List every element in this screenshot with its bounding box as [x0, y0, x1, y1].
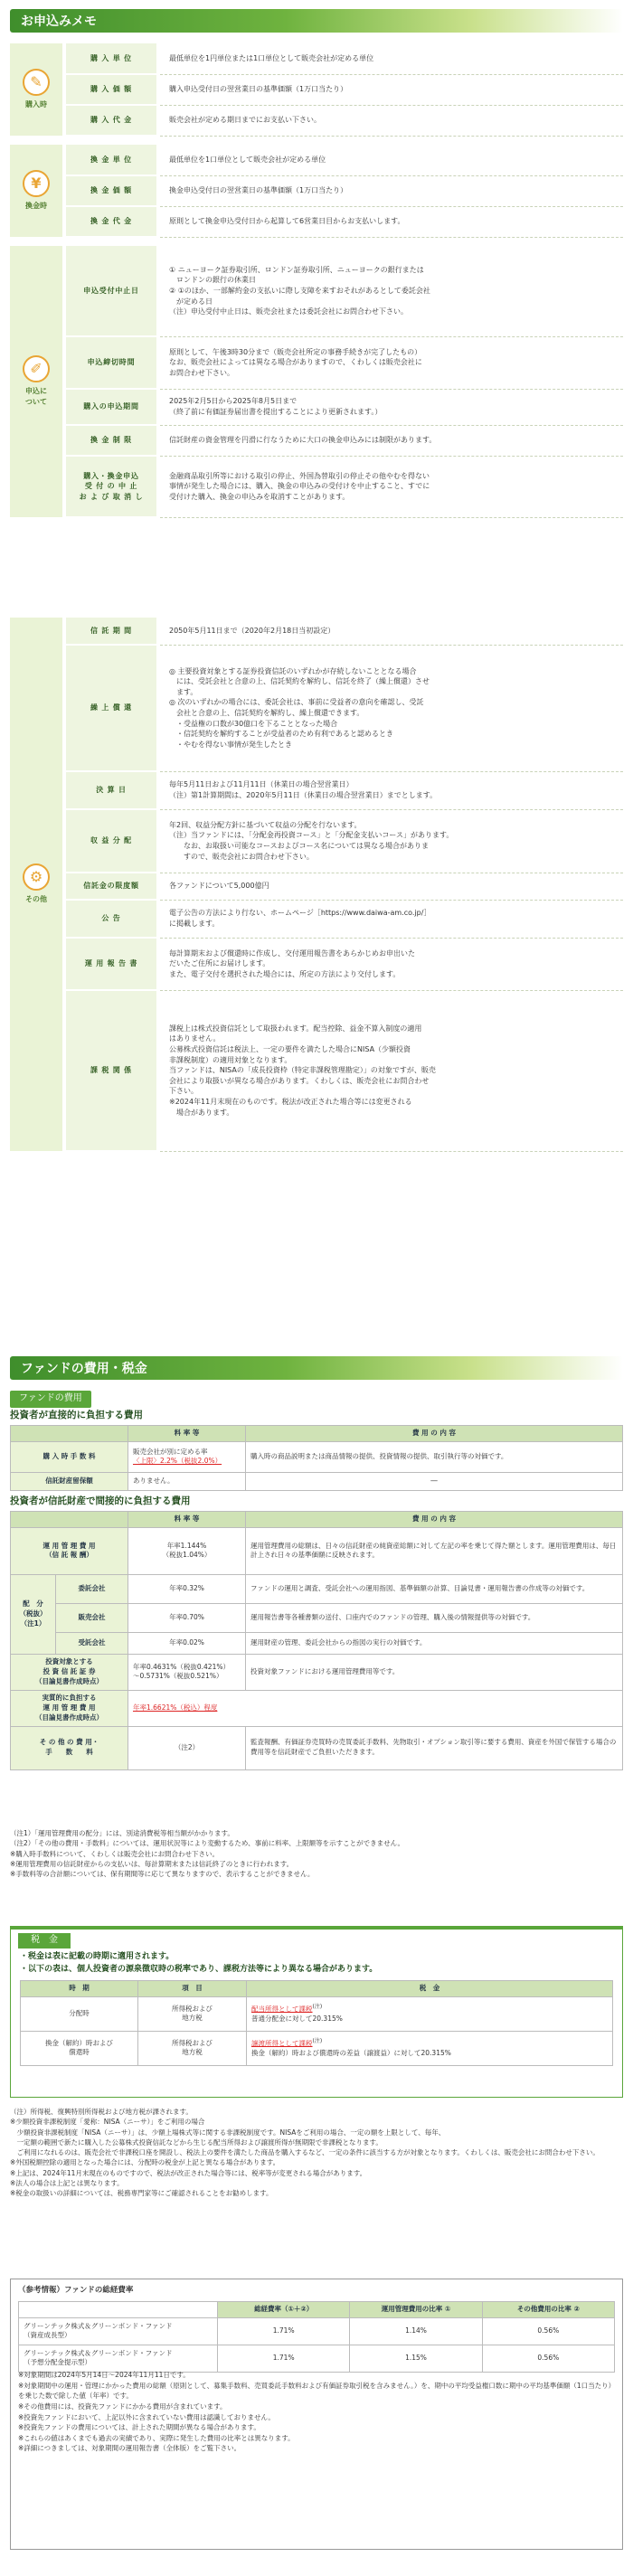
- dist-rate: 年率0.02%: [128, 1632, 246, 1654]
- memo-line: に掲載します。: [169, 920, 220, 928]
- memo-row-label: 繰 上 償 還: [64, 645, 158, 771]
- cost-note: ※運用管理費用の信託財産からの支払いは、毎計算期末または信託終了のときに行われます。: [10, 1859, 294, 1868]
- memo-line: 毎年5月11日および11月11日（休業日の場合翌営業日）: [169, 780, 354, 789]
- memo-line: また、電子交付を選択された場合には、所定の方法により交付します。: [169, 969, 401, 978]
- memo-line: なお、お取扱い可能なコースおよびコース名については異なる場合がありま: [169, 842, 430, 850]
- purchase-side-text: 購入時: [25, 100, 47, 109]
- memo-row-label: 課 税 関 係: [64, 990, 158, 1151]
- direct-row-content: 購入時の商品説明または商品情報の提供、投資情報の提供、取引執行等の対価です。: [246, 1441, 623, 1472]
- reference-title: （参考情報）ファンドの総経費率: [18, 2286, 134, 2295]
- dist-content: 運用財産の管理、委託会社からの指図の実行の対価です。: [246, 1632, 623, 1654]
- memo-line: 各ファンドについて5,000億円: [169, 882, 269, 891]
- memo-row-label: 購 入 価 額: [64, 74, 158, 105]
- application-side-label: [10, 246, 64, 517]
- header-content: 費 用 の 内 容: [246, 1426, 623, 1442]
- memo-row-value: [158, 456, 623, 517]
- ref-other: 0.56%: [482, 2317, 614, 2345]
- memo-line: ・やむを得ない事情が発生したとき: [169, 740, 292, 749]
- exchange-block: [10, 145, 623, 238]
- tax-note: （注）所得税、復興特別所得税および地方税が課されます。: [10, 2108, 193, 2116]
- cost-subtitle: ファンドの費用: [10, 1391, 91, 1408]
- tax-header-tax: 税 金: [247, 1981, 613, 1997]
- memo-line: 受付けた購入、換金の申込みを取消すことがあります。: [169, 492, 350, 501]
- direct-row-rate: [128, 1441, 246, 1472]
- memo-line: 電子公告の方法により行ない、ホームページ［https://www.daiwa-am.co.jp/］: [169, 909, 431, 918]
- memo-line: 会社と合意の上、信託契約を解約し、繰上償還できます。: [169, 709, 364, 717]
- ref-note: ※投資先ファンドの費用については、計上された期間が異なる場合があります。: [18, 2423, 260, 2432]
- ref-header-empty: [19, 2302, 218, 2318]
- memo-line: 非課税制度）の適用対象となります。: [169, 1055, 292, 1064]
- memo-row-label: 換 金 価 額: [64, 175, 158, 206]
- memo-section-title: お申込みメモ: [10, 9, 623, 33]
- memo-line: ① ニューヨーク証券取引所、ロンドン証券取引所、ニューヨークの銀行または: [169, 265, 424, 274]
- ref-header-other: その他費用の比率 ②: [482, 2302, 614, 2318]
- target-fund-rate: 年率0.4631%（税抜0.421%） 〜0.5731%（税抜0.521%）: [128, 1654, 246, 1690]
- header-empty: [11, 1426, 128, 1442]
- cost-notes: [10, 1828, 623, 1879]
- reference-box: [10, 2279, 623, 2550]
- tax-rate: 普通分配金に対して20.315%: [251, 2015, 343, 2024]
- tax-header-item: 項 目: [138, 1981, 247, 1997]
- reference-notes: [18, 2370, 615, 2454]
- other-side-label: [10, 618, 64, 1151]
- dist-who: 委託会社: [56, 1574, 128, 1603]
- purchase-block: [10, 43, 623, 137]
- memo-line: 下さい。: [169, 1087, 198, 1096]
- memo-row-value: [158, 389, 623, 425]
- memo-line: 毎計算期末および償還時に作成し、交付運用報告書をあらかじめお申出いた: [169, 948, 415, 958]
- memo-line: なお、販売会社によっては異なる場合がありますので、くわしくは販売会社に: [169, 358, 422, 367]
- ref-total: 1.71%: [218, 2317, 350, 2345]
- dist-who: 販売会社: [56, 1603, 128, 1632]
- exchange-side-text: 換金時: [25, 202, 47, 211]
- memo-line: お問合わせ下さい。: [169, 368, 234, 377]
- tax-note: ※法人の場合は上記とは異なります。: [10, 2178, 124, 2187]
- ref-note: ※投資先ファンドにおいて、上記以外に含まれていない費用は認識しておりません。: [18, 2412, 275, 2421]
- tax-box: [10, 1926, 623, 2098]
- memo-row-value: 販売会社が定める期日までにお支払い下さい。: [158, 105, 623, 136]
- cost-note: （注2）「その他の費用・手数料」については、運用状況等により変動するため、事前に料率、上限額等を示すことができません。: [10, 1839, 405, 1848]
- memo-row-label: 収 益 分 配: [64, 809, 158, 873]
- tax-item: 所得税および 地方税: [138, 2031, 247, 2065]
- memo-row-label: 決 算 日: [64, 771, 158, 809]
- memo-line: 公募株式投資信託は税法上、一定の要件を満たした場合にNISA（少額投資: [169, 1045, 411, 1054]
- memo-row-value: 最低単位を1円単位または1口単位として販売会社が定める単位: [158, 43, 623, 74]
- memo-line: 会社により取扱いが異なる場合があります。くわしくは、販売会社にお問合わせ: [169, 1076, 430, 1085]
- memo-row-label: 購 入 単 位: [64, 43, 158, 74]
- memo-row-label: 信託金の限度額: [64, 873, 158, 900]
- memo-row-value: 購入申込受付日の翌営業日の基準価額（1万口当たり）: [158, 74, 623, 105]
- memo-row-value: [158, 645, 623, 771]
- memo-line: ※2024年11月末現在のものです。税法が改正された場合等には変更される: [169, 1097, 412, 1106]
- tax-note: 一定額の範囲で新たに購入した公募株式投資信託などから生じる配当所得および譲渡所得が無期限で非課税となります。: [10, 2137, 383, 2147]
- tax-note-mark: (注): [312, 2037, 323, 2044]
- memo-line: ます。: [169, 687, 198, 696]
- exchange-icon: ¥: [23, 170, 50, 197]
- memo-line: ② ①のほか、一部解約金の支払いに際し支障を来すおそれがあるとして委託会社: [169, 286, 430, 295]
- memo-line: はありません。: [169, 1034, 221, 1043]
- memo-line: 2025年2月5日から2025年8月5日まで: [169, 397, 298, 406]
- memo-row-value: [158, 900, 623, 938]
- purchase-icon: ✎: [23, 69, 50, 96]
- header-empty: [11, 1512, 128, 1528]
- exchange-side-label: [10, 145, 64, 237]
- tax-note: ※外国税額控除の適用となった場合には、分配時の税金が上記と異なる場合があります。: [10, 2158, 280, 2167]
- ref-other: 0.56%: [482, 2345, 614, 2372]
- memo-row-label: 信 託 期 間: [64, 618, 158, 645]
- memo-line: ・受益権の口数が30億口を下ることとなった場合: [169, 719, 338, 728]
- memo-row-value: [158, 873, 623, 900]
- direct-row-label: 信託財産留保額: [11, 1472, 128, 1490]
- memo-row-label: 申込締切時間: [64, 336, 158, 389]
- direct-cost-heading: 投資者が直接的に負担する費用: [10, 1410, 143, 1420]
- memo-line: 年2回、収益分配方針に基づいて収益の分配を行ないます。: [169, 820, 362, 829]
- cost-note: ※手数料等の合計額については、保有期間等に応じて異なりますので、表示することができません。: [10, 1870, 315, 1878]
- memo-row-value: 最低単位を1口単位として販売会社が定める単位: [158, 145, 623, 175]
- memo-line: すので、販売会社にお問合わせ下さい。: [169, 852, 314, 861]
- tax-note: ご利用になれるのは、販売会社で非課税口座を開設し、税法上の要件を満たした商品を購入するなど、一定の条件に該当する方が対象となります。くわしくは、販売会社にお問合わせ下さい。: [10, 2148, 600, 2156]
- gear-icon: ⚙: [23, 863, 50, 891]
- header-rate: 料 率 等: [128, 1512, 246, 1528]
- target-fund-label: 投資対象とする 投 資 信 託 証 券 （目論見書作成時点）: [11, 1654, 128, 1690]
- dist-content: 運用報告書等各種書類の送付、口座内でのファンドの管理、購入後の情報提供等の対価です。: [246, 1603, 623, 1632]
- ref-note: ※詳細につきましては、対象期間の運用報告書（全体版）をご覧下さい。: [18, 2444, 241, 2453]
- tax-type: 譲渡所得として課税: [251, 2039, 313, 2048]
- other-fee-label: そ の 他 の 費 用・ 手 数 料: [11, 1726, 128, 1769]
- header-content: 費 用 の 内 容: [246, 1512, 623, 1528]
- tax-rate: 換金（解約）時および償還時の差益（譲渡益）に対して20.315%: [251, 2049, 451, 2058]
- memo-row-value: [158, 425, 623, 456]
- direct-row-rate: [128, 1472, 246, 1490]
- other-side-text: その他: [25, 895, 47, 904]
- memo-line: 当ファンドは、NISAの「成長投資枠（特定非課税管理勘定）」の対象ですが、販売: [169, 1066, 436, 1075]
- direct-row-content: ―: [246, 1472, 623, 1490]
- ref-header-mgmt: 運用管理費用の比率 ①: [350, 2302, 482, 2318]
- memo-row-value: [158, 938, 623, 990]
- memo-row-label: 公 告: [64, 900, 158, 938]
- tax-note: ※少額投資非課税制度「愛称：NISA（ニーサ）」をご利用の場合: [10, 2118, 205, 2127]
- memo-row-label: 換 金 単 位: [64, 145, 158, 175]
- tax-tag: 税 金: [18, 1933, 71, 1949]
- memo-line: 信託財産の資金管理を円滑に行なうために大口の換金申込みには制限があります。: [169, 436, 437, 445]
- dist-rate: 年率0.32%: [128, 1574, 246, 1603]
- memo-row-value: [158, 246, 623, 336]
- ref-fund-name: グリーンテック株式＆グリーンボンド・ファンド （資産成長型）: [19, 2317, 218, 2345]
- memo-row-value: [158, 809, 623, 873]
- cost-note: （注1）「運用管理費用の配分」には、別途消費税等相当額がかかります。: [10, 1829, 234, 1837]
- tax-value: [247, 1996, 613, 2031]
- tax-value: [247, 2031, 613, 2065]
- purchase-side-label: [10, 43, 64, 136]
- direct-row-label: 購 入 時 手 数 料: [11, 1441, 128, 1472]
- other-fee-rate: （注2）: [128, 1726, 246, 1769]
- memo-line: が定める日: [169, 297, 213, 306]
- direct-rate-cap: 〈上限〉2.2%（税抜2.0%）: [133, 1457, 222, 1466]
- ref-note: ※これらの値はあくまでも過去の実績であり、実際に発生した費用の比率とは異なります。: [18, 2433, 295, 2442]
- memo-line: 原則として、午後3時30分まで（販売会社所定の事務手続きが完了したもの）: [169, 347, 422, 356]
- tax-bullet: ・税金は表に記載の時期に適用されます。: [20, 1952, 175, 1961]
- tax-notes: [10, 2107, 623, 2198]
- tax-note: 少額投資非課税制度「NISA（ニーサ）」は、少額上場株式等に関する非課税制度です。NISAをご利用の場合、一定の額を上限として、毎年、: [10, 2128, 446, 2137]
- memo-line: （注）申込受付中止日は、販売会社または委託会社にお問合わせ下さい。: [169, 307, 408, 316]
- application-side-text: 申込に ついて: [25, 387, 47, 406]
- memo-row-label: 購 入 代 金: [64, 105, 158, 136]
- cost-note: ※購入時手数料について、くわしくは販売会社にお問合わせ下さい。: [10, 1849, 219, 1858]
- distribution-label: 配 分 （税抜） （注1）: [11, 1574, 56, 1654]
- ref-note: ※その他費用には、投資先ファンドにかかる費用が含まれています。: [18, 2401, 227, 2411]
- other-block: [10, 618, 623, 1152]
- tax-note-mark: (注): [312, 2003, 323, 2010]
- tax-type: 配当所得として課税: [251, 2005, 313, 2014]
- memo-line: ロンドンの銀行の休業日: [169, 276, 256, 285]
- memo-row-value: 原則として換金申込受付日から起算して6営業日目からお支払いします。: [158, 206, 623, 237]
- memo-line: だいたご住所にお届けします。: [169, 959, 270, 968]
- indirect-cost-table: [10, 1511, 623, 1770]
- mgmt-fee-content: 運用管理費用の総額は、日々の信託財産の純資産総額に対して左記の率を乗じて得た額とします。運用管理費用は、毎日計上され日々の基準価額に反映されます。: [246, 1527, 623, 1574]
- memo-row-value: [158, 990, 623, 1151]
- tax-bullets: [20, 1951, 377, 1976]
- direct-cost-table: [10, 1425, 623, 1491]
- memo-row-label: 購入の申込期間: [64, 389, 158, 425]
- indirect-cost-heading: 投資者が信託財産で間接的に負担する費用: [10, 1496, 191, 1506]
- memo-line: （注）当ファンドには、「分配金再投資コース」と「分配金支払いコース」があります。: [169, 831, 454, 840]
- application-block: [10, 246, 623, 518]
- memo-row-value: [158, 771, 623, 809]
- tax-header-when: 時 期: [21, 1981, 138, 1997]
- memo-line: 課税上は株式投資信託として取扱われます。配当控除、益金不算入制度の適用: [169, 1024, 422, 1033]
- ref-note: ※対象期間中の運用・管理にかかった費用の総額（原則として、募集手数料、売買委託手数料および有価証券取引税を含みません。）を、期中の平均受益権口数に期中の平均基準価額（1口当たり）を乗じた数で除した値（年率）です。: [18, 2381, 612, 2401]
- direct-rate-text: 販売会社が別に定める率: [133, 1447, 208, 1456]
- memo-line: ◎ 主要投資対象とする証券投資信託のいずれかが存続しないこととなる場合: [169, 666, 417, 675]
- memo-line: には、受託会社と合意の上、信託契約を解約し、信託を終了（繰上償還）させ: [169, 677, 430, 686]
- pen-icon: ✐: [23, 355, 50, 382]
- tax-when: 分配時: [21, 1996, 138, 2031]
- memo-line: ・信託契約を解約することが受益者のため有利であると認めるとき: [169, 730, 393, 739]
- target-fund-content: 投資対象ファンドにおける運用管理費用等です。: [246, 1654, 623, 1690]
- tax-when: 換金（解約）時および 償還時: [21, 2031, 138, 2065]
- ref-fund-name: グリーンテック株式＆グリーンボンド・ファンド （予想分配金提示型）: [19, 2345, 218, 2372]
- memo-row-label: 換 金 代 金: [64, 206, 158, 237]
- header-rate: 料 率 等: [128, 1426, 246, 1442]
- memo-row-value: [158, 336, 623, 389]
- mgmt-fee-rate: 年率1.144% （税抜1.04%）: [128, 1527, 246, 1574]
- tax-bullet: ・以下の表は、個人投資者の源泉徴収時の税率であり、課税方法等により異なる場合があります。: [20, 1964, 378, 1974]
- memo-line: 事情が発生した場合には、購入、換金の申込みの受付けを中止すること、すでに: [169, 482, 430, 491]
- tax-note: ※上記は、2024年11月末現在のものですので、税法が改正された場合等には、税率等が変更される場合があります。: [10, 2168, 367, 2177]
- other-fee-content: 監査報酬、有価証券売買時の売買委託手数料、先物取引・オプション取引等に要する費用、資産を外国で保管する場合の費用等を信託財産でご負担いただきます。: [246, 1726, 623, 1769]
- actual-fee-label: 実質的に負担する 運 用 管 理 費 用 （目論見書作成時点）: [11, 1690, 128, 1726]
- mgmt-fee-label: 運 用 管 理 費 用 （信 託 報 酬）: [11, 1527, 128, 1574]
- ref-total: 1.71%: [218, 2345, 350, 2372]
- memo-line: 場合があります。: [169, 1108, 234, 1117]
- memo-row-label: 購入・換金申込 受 付 の 中 止 お よ び 取 消 し: [64, 456, 158, 517]
- dist-rate: 年率0.70%: [128, 1603, 246, 1632]
- actual-fee-rate: 年率1.6621%（税込）程度: [133, 1703, 218, 1712]
- tax-item: 所得税および 地方税: [138, 1996, 247, 2031]
- ref-header-total: 総経費率（①＋②）: [218, 2302, 350, 2318]
- memo-row-label: 申込受付中止日: [64, 246, 158, 336]
- memo-row-label: 運 用 報 告 書: [64, 938, 158, 990]
- memo-row-value: 換金申込受付日の翌営業日の基準価額（1万口当たり）: [158, 175, 623, 206]
- memo-row-value: [158, 618, 623, 645]
- ref-mgmt: 1.14%: [350, 2317, 482, 2345]
- memo-line: ◎ 次のいずれかの場合には、委託会社は、事前に受益者の意向を確認し、受託: [169, 698, 424, 707]
- cost-section-title: ファンドの費用・税金: [10, 1356, 623, 1380]
- tax-note: ※税金の取扱いの詳細については、税務専門家等にご確認されることをお勧めします。: [10, 2189, 273, 2197]
- memo-line: 2050年5月11日まで（2020年2月18日当初設定）: [169, 626, 335, 635]
- memo-line: 金融商品取引所等における取引の停止、外国為替取引の停止その他やむを得ない: [169, 471, 430, 480]
- ref-note: ※対象期間は2024年5月14日〜2024年11月11日です。: [18, 2371, 190, 2379]
- memo-row-label: 換 金 制 限: [64, 425, 158, 456]
- ref-mgmt: 1.15%: [350, 2345, 482, 2372]
- dist-content: ファンドの運用と調査、受託会社への運用指図、基準価額の計算、目論見書・運用報告書の作成等の対価です。: [246, 1574, 623, 1603]
- memo-line: （注）第1計算期間は、2020年5月11日（休業日の場合翌営業日）までとします。: [169, 791, 438, 799]
- direct-rate-text: ありません。: [133, 1476, 175, 1485]
- memo-line: （終了前に有価証券届出書を提出することにより更新されます。）: [169, 408, 383, 416]
- dist-who: 受託会社: [56, 1632, 128, 1654]
